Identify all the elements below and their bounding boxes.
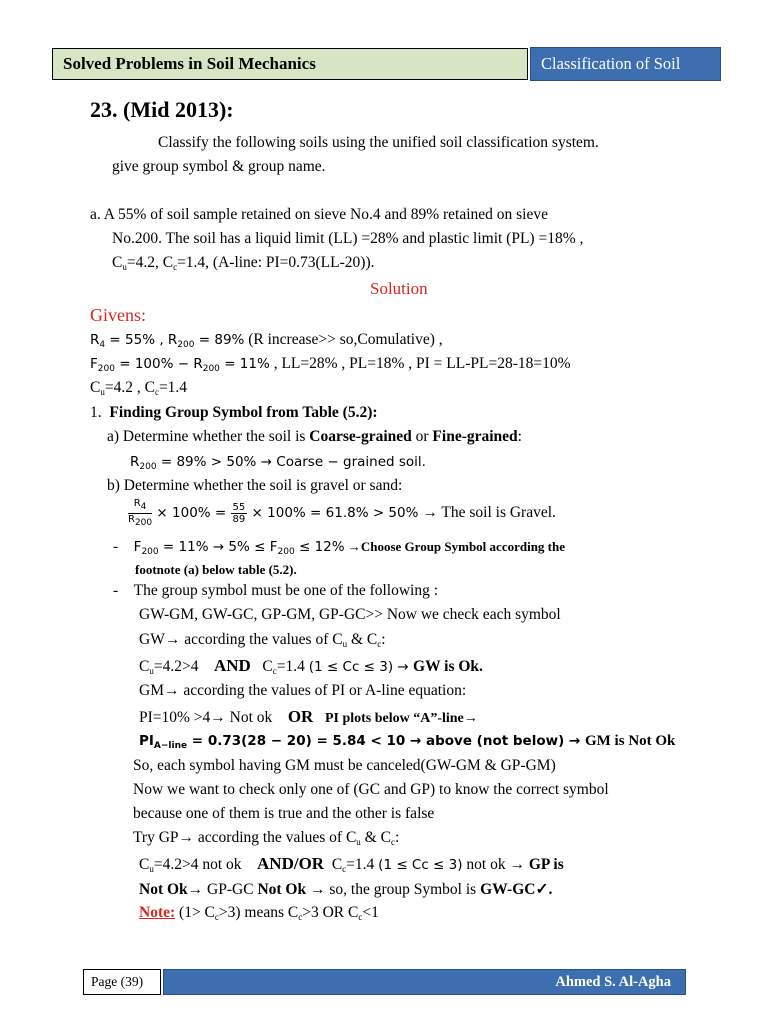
step-b: b) Determine whether the soil is gravel or sand:: [107, 477, 403, 494]
now-line: Now we want to check only one of (GC and GP) to know the correct symbol: [133, 781, 609, 798]
step-a-equation: $R_{200} = 89\% > 50\%$ → Coarse − grained soil.: [130, 454, 426, 472]
intro-line-2: give group symbol & group name.: [112, 158, 326, 175]
try-gp-line: Try GP→ according the values of $C_u$ & $C_c$:: [133, 829, 400, 847]
part-a-line-2: No.200. The soil has a liquid limit (LL) =28% and plastic limit (PL) =18% ,: [112, 230, 584, 247]
dash-1-line-2: footnote (a) below table (5.2).: [135, 562, 297, 577]
gp-notok-line: Not Ok→ GP-GC Not Ok → so, the group Symbol is GW-GC✓.: [139, 881, 553, 898]
cu-cc-line: $C_u=4.2>4$ AND $C_c=1.4$ (1 ≤ Cc ≤ 3) → GW is Ok.: [139, 656, 483, 676]
step-1: 1. Finding Group Symbol from Table (5.2):: [90, 404, 378, 421]
part-a-line-3: $C_u=4.2$, $C_c=1.4$, (A-line: PI=0.73(LL-20)).: [112, 254, 375, 272]
givens-label: Givens:: [90, 305, 146, 325]
problem-title: 23. (Mid 2013):: [90, 97, 234, 122]
part-a-line-1: a. A 55% of soil sample retained on sieve No.4 and 89% retained on sieve: [90, 206, 548, 223]
book-title: Solved Problems in Soil Mechanics: [63, 54, 316, 73]
solution-heading: Solution: [370, 279, 428, 298]
dash-2: - The group symbol must be one of the following :: [113, 582, 439, 599]
givens-line-1: $R_4 = 55\%$ , $R_{200} = 89\%$ (R increase>> so,Comulative) ,: [90, 331, 443, 350]
header-chapter-box: [530, 47, 721, 81]
step-a: a) Determine whether the soil is Coarse-grained or Fine-grained:: [107, 428, 522, 445]
gm-check: GM→ according the values of PI or A-line equation:: [139, 682, 467, 699]
symbol-list: GW-GM, GW-GC, GP-GM, GP-GC>> Now we check each symbol: [139, 606, 561, 623]
because-line: because one of them is true and the other is false: [133, 805, 435, 822]
so-line: So, each symbol having GM must be canceled(GW-GM & GP-GM): [133, 757, 556, 774]
footer-author-bar: [163, 969, 686, 995]
author-name: Ahmed S. Al-Agha: [555, 974, 671, 990]
pi-line: PI=10% >4→ Not ok OR PI plots below “A”-line→: [139, 707, 478, 726]
givens-line-3: $C_u=4.2$ , $C_c=1.4$: [90, 379, 188, 397]
step-b-equation: $\frac{R_4}{R_{200}}$ × 100% = $\frac{55}{89}$ × 100% = 61.8% > 50% → The soil is Gravel.: [128, 498, 556, 528]
note-line: Note: $(1> C_c>3)$ means $C_c>3$ OR $C_c<1$: [139, 904, 379, 922]
chapter-title: Classification of Soil: [541, 54, 681, 73]
page-number-box: [83, 969, 161, 995]
header-book-title-box: [52, 48, 528, 80]
page-number: Page (39): [91, 974, 144, 989]
dash-1: - $F_{200} = 11\% \to 5\% \le F_{200} \le 12\%$ →Choose Group Symbol according the: [113, 538, 566, 557]
pi-aline-eq: $PI_{A-line} = 0.73(28 - 20) = 5.84 < 10$ → above (not below) → GM is Not Ok: [139, 733, 676, 751]
gw-check: GW→ according the values of $C_u$ & $C_c$:: [139, 631, 386, 649]
intro-line-1: Classify the following soils using the unified soil classification system.: [158, 134, 599, 151]
givens-line-2: $F_{200} = 100\% - R_{200} = 11\%$ , LL=28% , PL=18% , PI = LL-PL=28-18=10%: [90, 355, 571, 374]
gp-cu-cc-line: $C_u=4.2>4$ not ok AND/OR $C_c=1.4$ (1 ≤ Cc ≤ 3) not ok → GP is: [139, 854, 564, 874]
